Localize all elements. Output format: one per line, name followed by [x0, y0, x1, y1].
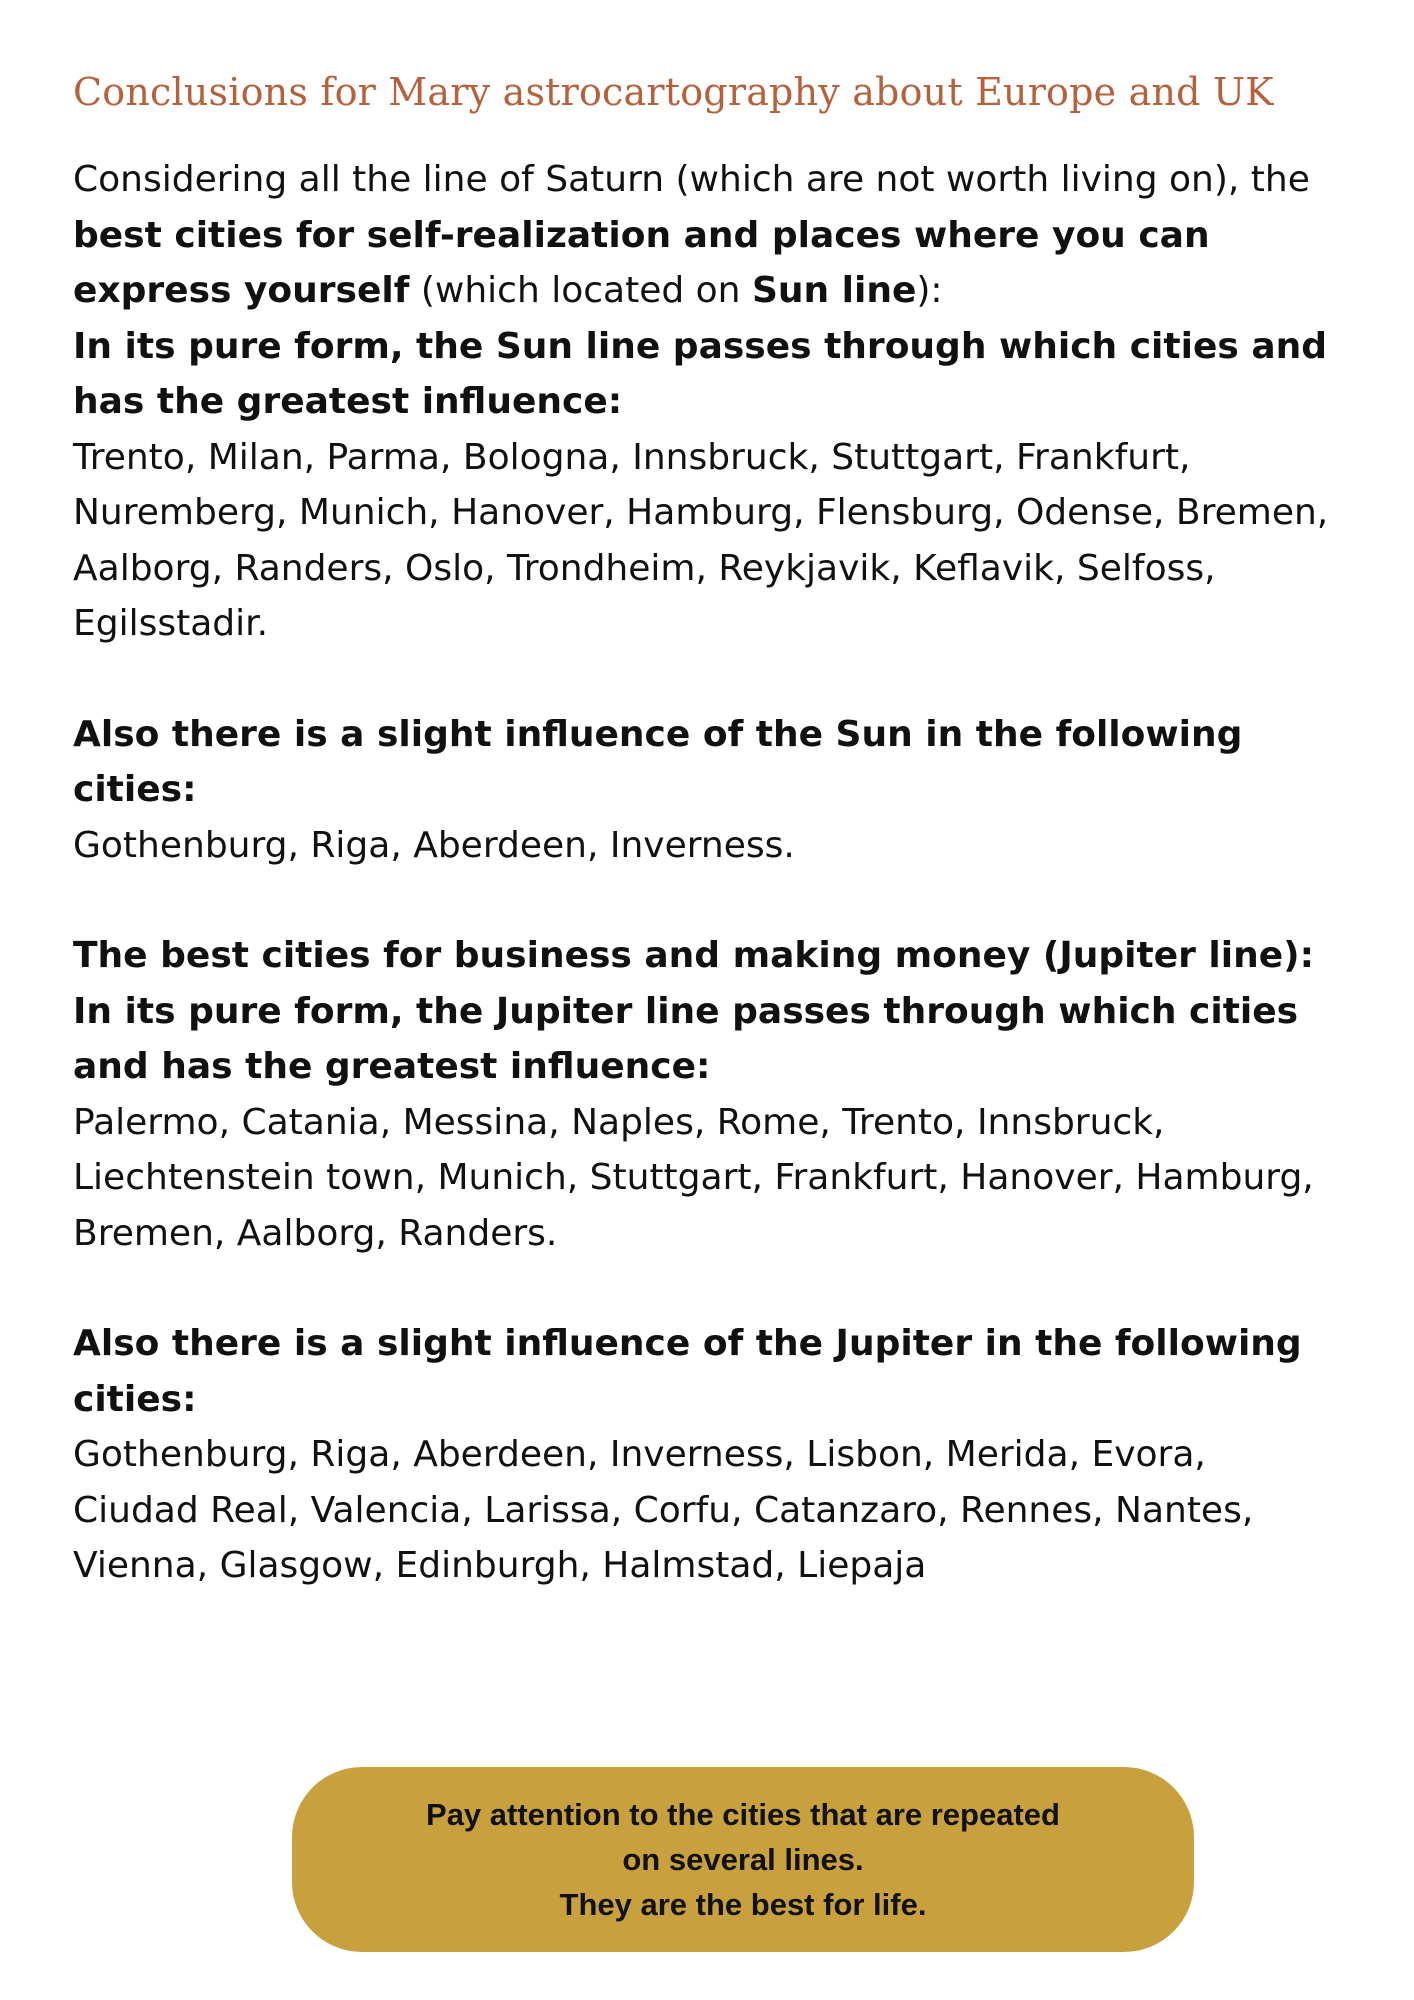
section-spacer: [73, 1261, 1333, 1316]
jupiter-slight-cities: Gothenburg, Riga, Aberdeen, Inverness, Lisbon, Merida, Evora, Ciudad Real, Valencia, Larissa, Corfu, Catanzaro, Rennes, Nantes, Vienna, Glasgow, Edinburgh, Halmstad, Liepaja: [73, 1434, 1254, 1586]
intro-text-3: ):: [916, 270, 943, 311]
jupiter-pure-cities: Palermo, Catania, Messina, Naples, Rome, Trento, Innsbruck, Liechtenstein town, Munich, Stuttgart, Frankfurt, Hanover, Hamburg, Bremen, Aalborg, Randers.: [73, 1101, 1314, 1254]
callout-line-1: Pay attention to the cities that are repeated: [426, 1797, 1060, 1832]
intro-text-1: Considering all the line of Saturn (which are not worth living on), the: [73, 159, 1310, 200]
callout-line-3: They are the best for life.: [559, 1887, 927, 1922]
sun-pure-cities: Trento, Milan, Parma, Bologna, Innsbruck, Stuttgart, Frankfurt, Nuremberg, Munich, Hanover, Hamburg, Flensburg, Odense, Bremen, Aalborg, Randers, Oslo, Trondheim, Reykjavik, Keflavik, Selfoss, Egilsstadir.: [73, 436, 1329, 644]
callout-box: [292, 1767, 1194, 1952]
intro-paragraph: [73, 152, 1333, 319]
sun-pure-heading: In its pure form, the Sun line passes through which cities and has the greatest influence:: [73, 325, 1328, 422]
page-content: [73, 62, 1333, 1594]
jupiter-business-heading: The best cities for business and making money (Jupiter line):: [73, 935, 1314, 976]
intro-bold-best-cities: best cities for self-realization and places where you can express yourself: [73, 214, 1210, 311]
section-spacer: [73, 873, 1333, 928]
sun-slight-cities: Gothenburg, Riga, Aberdeen, Inverness.: [73, 824, 795, 866]
section-spacer: [73, 652, 1333, 707]
intro-bold-sun-line: Sun line: [751, 270, 917, 311]
jupiter-pure-heading: In its pure form, the Jupiter line passes through which cities and has the greatest influence:: [73, 990, 1299, 1087]
jupiter-slight-heading: Also there is a slight influence of the Jupiter in the following cities:: [73, 1323, 1302, 1420]
intro-text-2: (which located on: [409, 270, 752, 311]
page-title: Conclusions for Mary astrocartography about Europe and UK: [73, 70, 1274, 114]
callout-line-2: on several lines.: [622, 1842, 864, 1877]
sun-slight-heading: Also there is a slight influence of the Sun in the following cities:: [73, 713, 1243, 810]
